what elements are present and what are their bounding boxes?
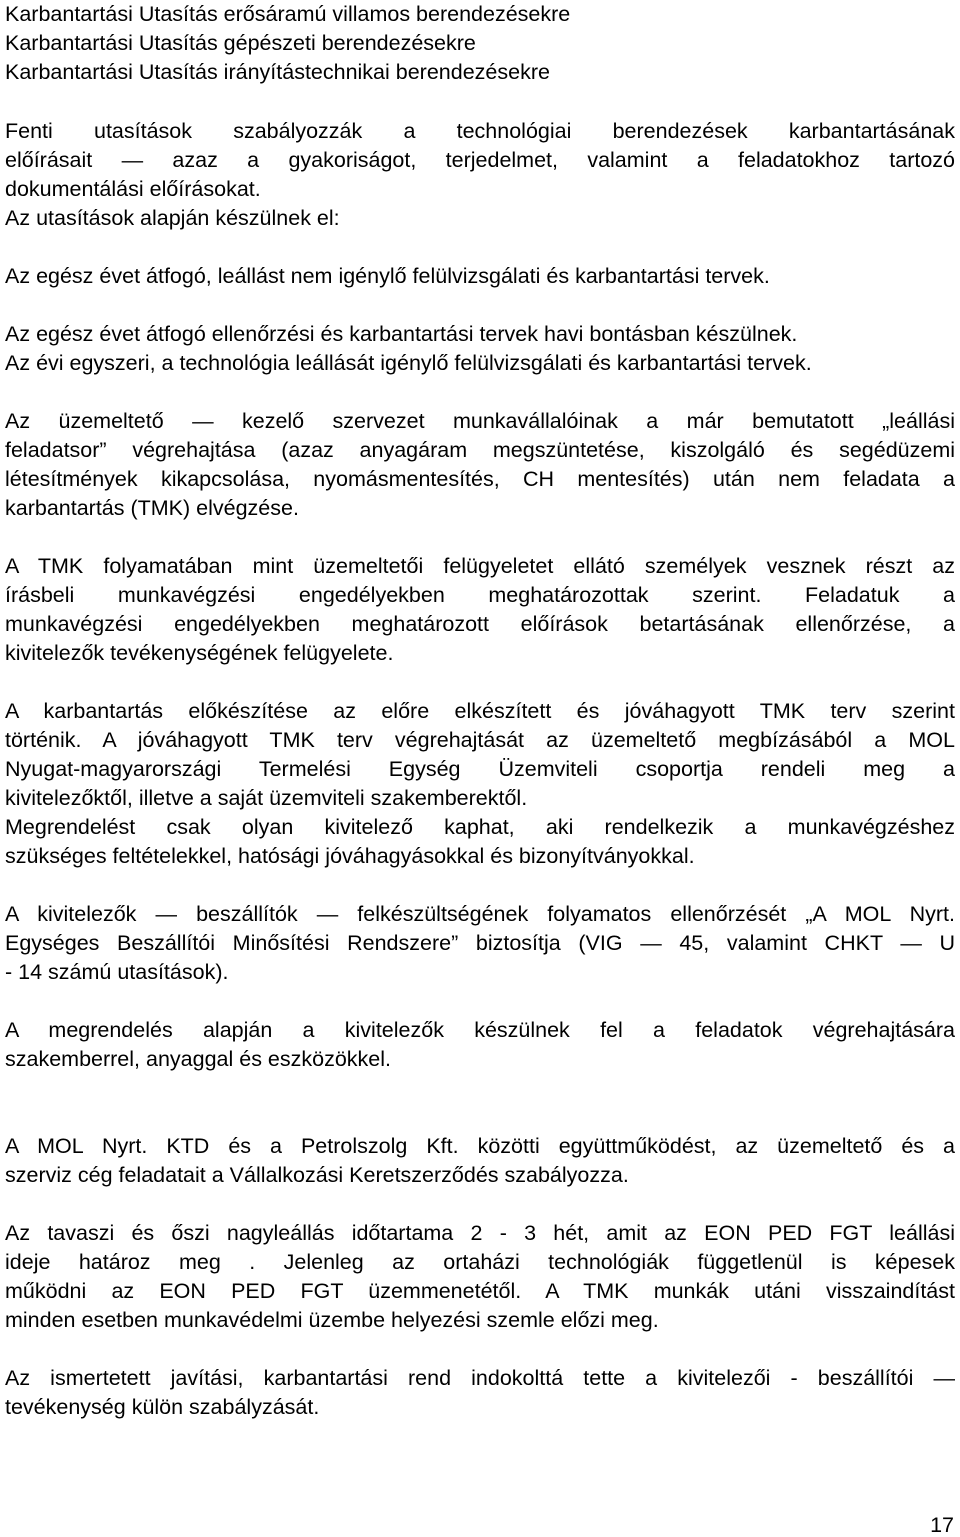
paragraph-line: A kivitelezők — beszállítók — felkészültségének folyamatos ellenőrzését „A MOL Nyrt. [5,902,955,926]
paragraph-line: szerviz cég feladatait a Vállalkozási Keretszerződés szabályozza. [5,1163,629,1187]
paragraph-line: szükséges feltételekkel, hatósági jóváhagyásokkal és bizonyítványokkal. [5,844,695,868]
paragraph-line: Nyugat-magyarországi Termelési Egység Üzemviteli csoportja rendeli meg a [5,757,955,781]
paragraph-line: történik. A jóváhagyott TMK terv végrehajtását az üzemeltető megbízásából a MOL [5,728,955,752]
paragraph [5,1132,955,1190]
paragraph-line: A TMK folyamatában mint üzemeltetői felügyeletet ellátó személyek vesznek részt az [5,554,955,578]
paragraph-line: munkavégzési engedélyekben meghatározott előírások betartásának ellenőrzése, a [5,612,955,636]
paragraph-line: Az évi egyszeri, a technológia leállását igénylő felülvizsgálati és karbantartási tervek. [5,351,812,375]
paragraph-line: Az utasítások alapján készülnek el: [5,206,340,230]
paragraph-line: minden esetben munkavédelmi üzembe helyezési szemle előzi meg. [5,1308,659,1332]
paragraph-line: feladatsor” végrehajtása (azaz anyagáram megszüntetése, kiszolgáló és segédüzemi [5,438,955,462]
document-page [5,0,955,1422]
paragraph [5,552,955,668]
paragraph-line: Az tavaszi és őszi nagyleállás időtartama 2 - 3 hét, amit az EON PED FGT leállási [5,1221,955,1245]
title-line: Karbantartási Utasítás erősáramú villamos berendezésekre [5,2,571,26]
paragraph-line: Az ismertetett javítási, karbantartási rend indokolttá tette a kivitelezői - beszállítói — [5,1366,955,1390]
paragraph-line: Egységes Beszállítói Minősítési Rendszere” biztosítja (VIG — 45, valamint CHKT — U [5,931,955,955]
paragraph [5,697,955,871]
page-number: 17 [930,1513,954,1537]
paragraph [5,900,955,987]
paragraph-line: Megrendelést csak olyan kivitelező kaphat, aki rendelkezik a munkavégzéshez [5,815,955,839]
paragraph-line: A karbantartás előkészítése az előre elkészített és jóváhagyott TMK terv szerint [5,699,955,723]
paragraph-line: működni az EON PED FGT üzemmenetétől. A TMK munkák utáni visszaindítást [5,1279,955,1303]
paragraph-line: írásbeli munkavégzési engedélyekben meghatározottak szerint. Feladatuk a [5,583,955,607]
paragraph-line: előírásait — azaz a gyakoriságot, terjedelmet, valamint a feladatokhoz tartozó [5,148,955,172]
paragraph-line: Az egész évet átfogó, leállást nem igénylő felülvizsgálati és karbantartási tervek. [5,264,770,288]
title-line: Karbantartási Utasítás gépészeti berendezésekre [5,31,476,55]
paragraph-line: létesítmények kikapcsolása, nyomásmentesítés, CH mentesítés) után nem feladata a [5,467,955,491]
paragraph [5,1219,955,1335]
paragraph-line: tevékenység külön szabályzását. [5,1395,320,1419]
paragraph [5,117,955,233]
paragraph-line: Fenti utasítások szabályozzák a technológiai berendezések karbantartásának [5,119,955,143]
paragraph-line: A MOL Nyrt. KTD és a Petrolszolg Kft. közötti együttműködést, az üzemeltető és a [5,1134,955,1158]
paragraph [5,1016,955,1074]
paragraph-line: A megrendelés alapján a kivitelezők készülnek fel a feladatok végrehajtására [5,1018,955,1042]
paragraph [5,407,955,523]
paragraph-line: dokumentálási előírásokat. [5,177,261,201]
paragraph-line: kivitelezőktől, illetve a saját üzemviteli szakemberektől. [5,786,528,810]
paragraph-line: Az üzemeltető — kezelő szervezet munkavállalóinak a már bemutatott „leállási [5,409,955,433]
paragraph [5,262,955,291]
title-line: Karbantartási Utasítás irányítástechnikai berendezésekre [5,60,550,84]
paragraph-line: kivitelezők tevékenységének felügyelete. [5,641,394,665]
title-block [5,0,955,87]
paragraph [5,320,955,378]
paragraph-line: ideje határoz meg . Jelenleg az ortaházi technológiák függetlenül is képesek [5,1250,955,1274]
paragraph-line: Az egész évet átfogó ellenőrzési és karbantartási tervek havi bontásban készülnek. [5,322,798,346]
paragraph-line: - 14 számú utasítások). [5,960,229,984]
paragraph-line: karbantartás (TMK) elvégzése. [5,496,299,520]
paragraph [5,1364,955,1422]
paragraph-line: szakemberrel, anyaggal és eszközökkel. [5,1047,391,1071]
